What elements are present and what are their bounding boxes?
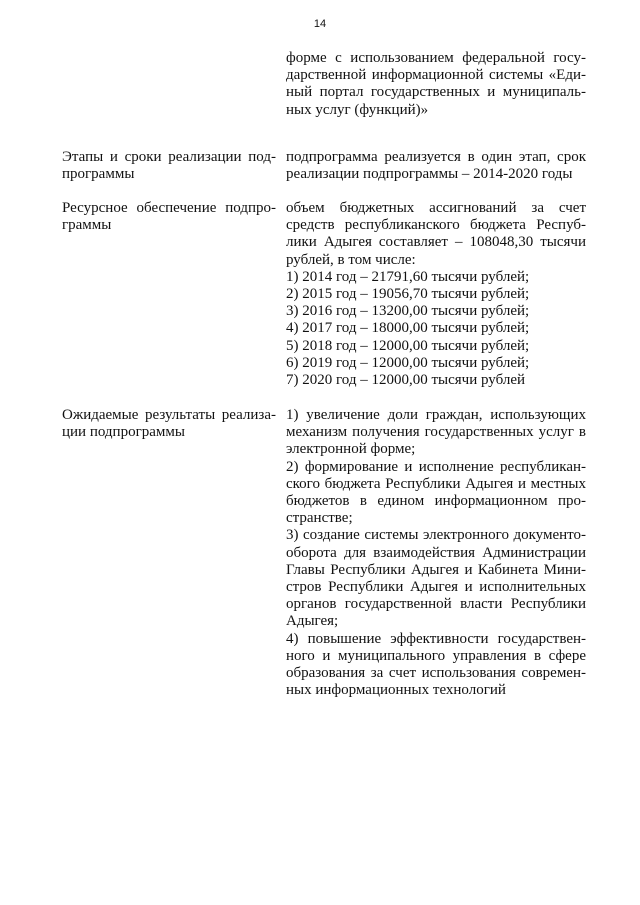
label-line: программы: [62, 166, 135, 183]
label-line: Ресурсное обеспечение подпро-: [62, 200, 276, 216]
continuation-text: [286, 50, 586, 119]
text-line: странстве;: [286, 510, 353, 527]
list-item: 6) 2019 год – 12000,00 тысячи рублей;: [286, 354, 530, 371]
funding-years-list: [286, 269, 586, 389]
resources-label: [62, 200, 276, 234]
list-item: 7) 2020 год – 12000,00 тысячи рублей: [286, 372, 526, 389]
text-line: рублей, в том числе:: [286, 251, 416, 268]
text-line: средств республиканского бюджета Респуб-: [286, 217, 586, 234]
list-item: 4) 2017 год – 18000,00 тысячи рублей;: [286, 320, 530, 337]
text-line: 3) создание системы электронного документо-: [286, 527, 586, 544]
text-line: оборота для взаимодействия Администрации: [286, 544, 586, 561]
text-line: ных услуг (функций)»: [286, 101, 429, 118]
label-line: Этапы и сроки реализации под-: [62, 149, 276, 165]
text-line: ного и муниципального управления в сфере: [286, 647, 586, 664]
text-line: Главы Республики Адыгея и Кабинета Мини-: [286, 561, 586, 578]
result-item-1: [286, 407, 586, 459]
page-number: 14: [313, 18, 327, 30]
label-line: граммы: [62, 217, 112, 234]
result-item-4: [286, 631, 586, 700]
result-item-2: [286, 459, 586, 528]
text-line: 4) повышение эффективности государствен-: [286, 630, 586, 647]
text-line: лики Адыгея составляет – 108048,30 тысячи: [286, 234, 586, 251]
stages-value: [286, 149, 586, 183]
text-line: ского бюджета Республики Адыгея и местных: [286, 475, 586, 492]
text-line: стров Республики Адыгея и исполнительных: [286, 579, 586, 596]
text-line: органов государственной власти Республики: [286, 596, 586, 613]
text-line: электронной форме;: [286, 441, 416, 458]
list-item: 3) 2016 год – 13200,00 тысячи рублей;: [286, 303, 530, 320]
text-line: реализации подпрограммы – 2014-2020 годы: [286, 166, 573, 183]
text-line: ных информационных технологий: [286, 682, 506, 699]
label-line: ции подпрограммы: [62, 424, 185, 441]
text-line: форме с использованием федеральной госу-: [286, 50, 586, 66]
resources-value: [286, 200, 586, 389]
text-line: механизм получения государственных услуг в: [286, 424, 586, 441]
text-line: 1) увеличение доли граждан, использующих: [286, 407, 586, 423]
text-line: образования за счет использования современ-: [286, 665, 586, 682]
label-line: Ожидаемые результаты реализа-: [62, 407, 276, 423]
list-item: 1) 2014 год – 21791,60 тысячи рублей;: [286, 268, 530, 285]
stages-label: [62, 149, 276, 183]
text-line: подпрограмма реализуется в один этап, срок: [286, 149, 586, 165]
text-line: 2) формирование и исполнение республикан-: [286, 458, 586, 475]
list-item: 2) 2015 год – 19056,70 тысячи рублей;: [286, 286, 530, 303]
results-value: [286, 407, 586, 699]
results-label: [62, 407, 276, 441]
text-line: объем бюджетных ассигнований за счет: [286, 200, 586, 216]
text-line: Адыгея;: [286, 613, 339, 630]
text-line: ный портал государственных и муниципаль-: [286, 84, 586, 101]
text-line: дарственной информационной системы «Еди-: [286, 67, 586, 84]
text-line: бюджетов в едином информационном про-: [286, 493, 586, 510]
result-item-3: [286, 527, 586, 630]
list-item: 5) 2018 год – 12000,00 тысячи рублей;: [286, 337, 530, 354]
